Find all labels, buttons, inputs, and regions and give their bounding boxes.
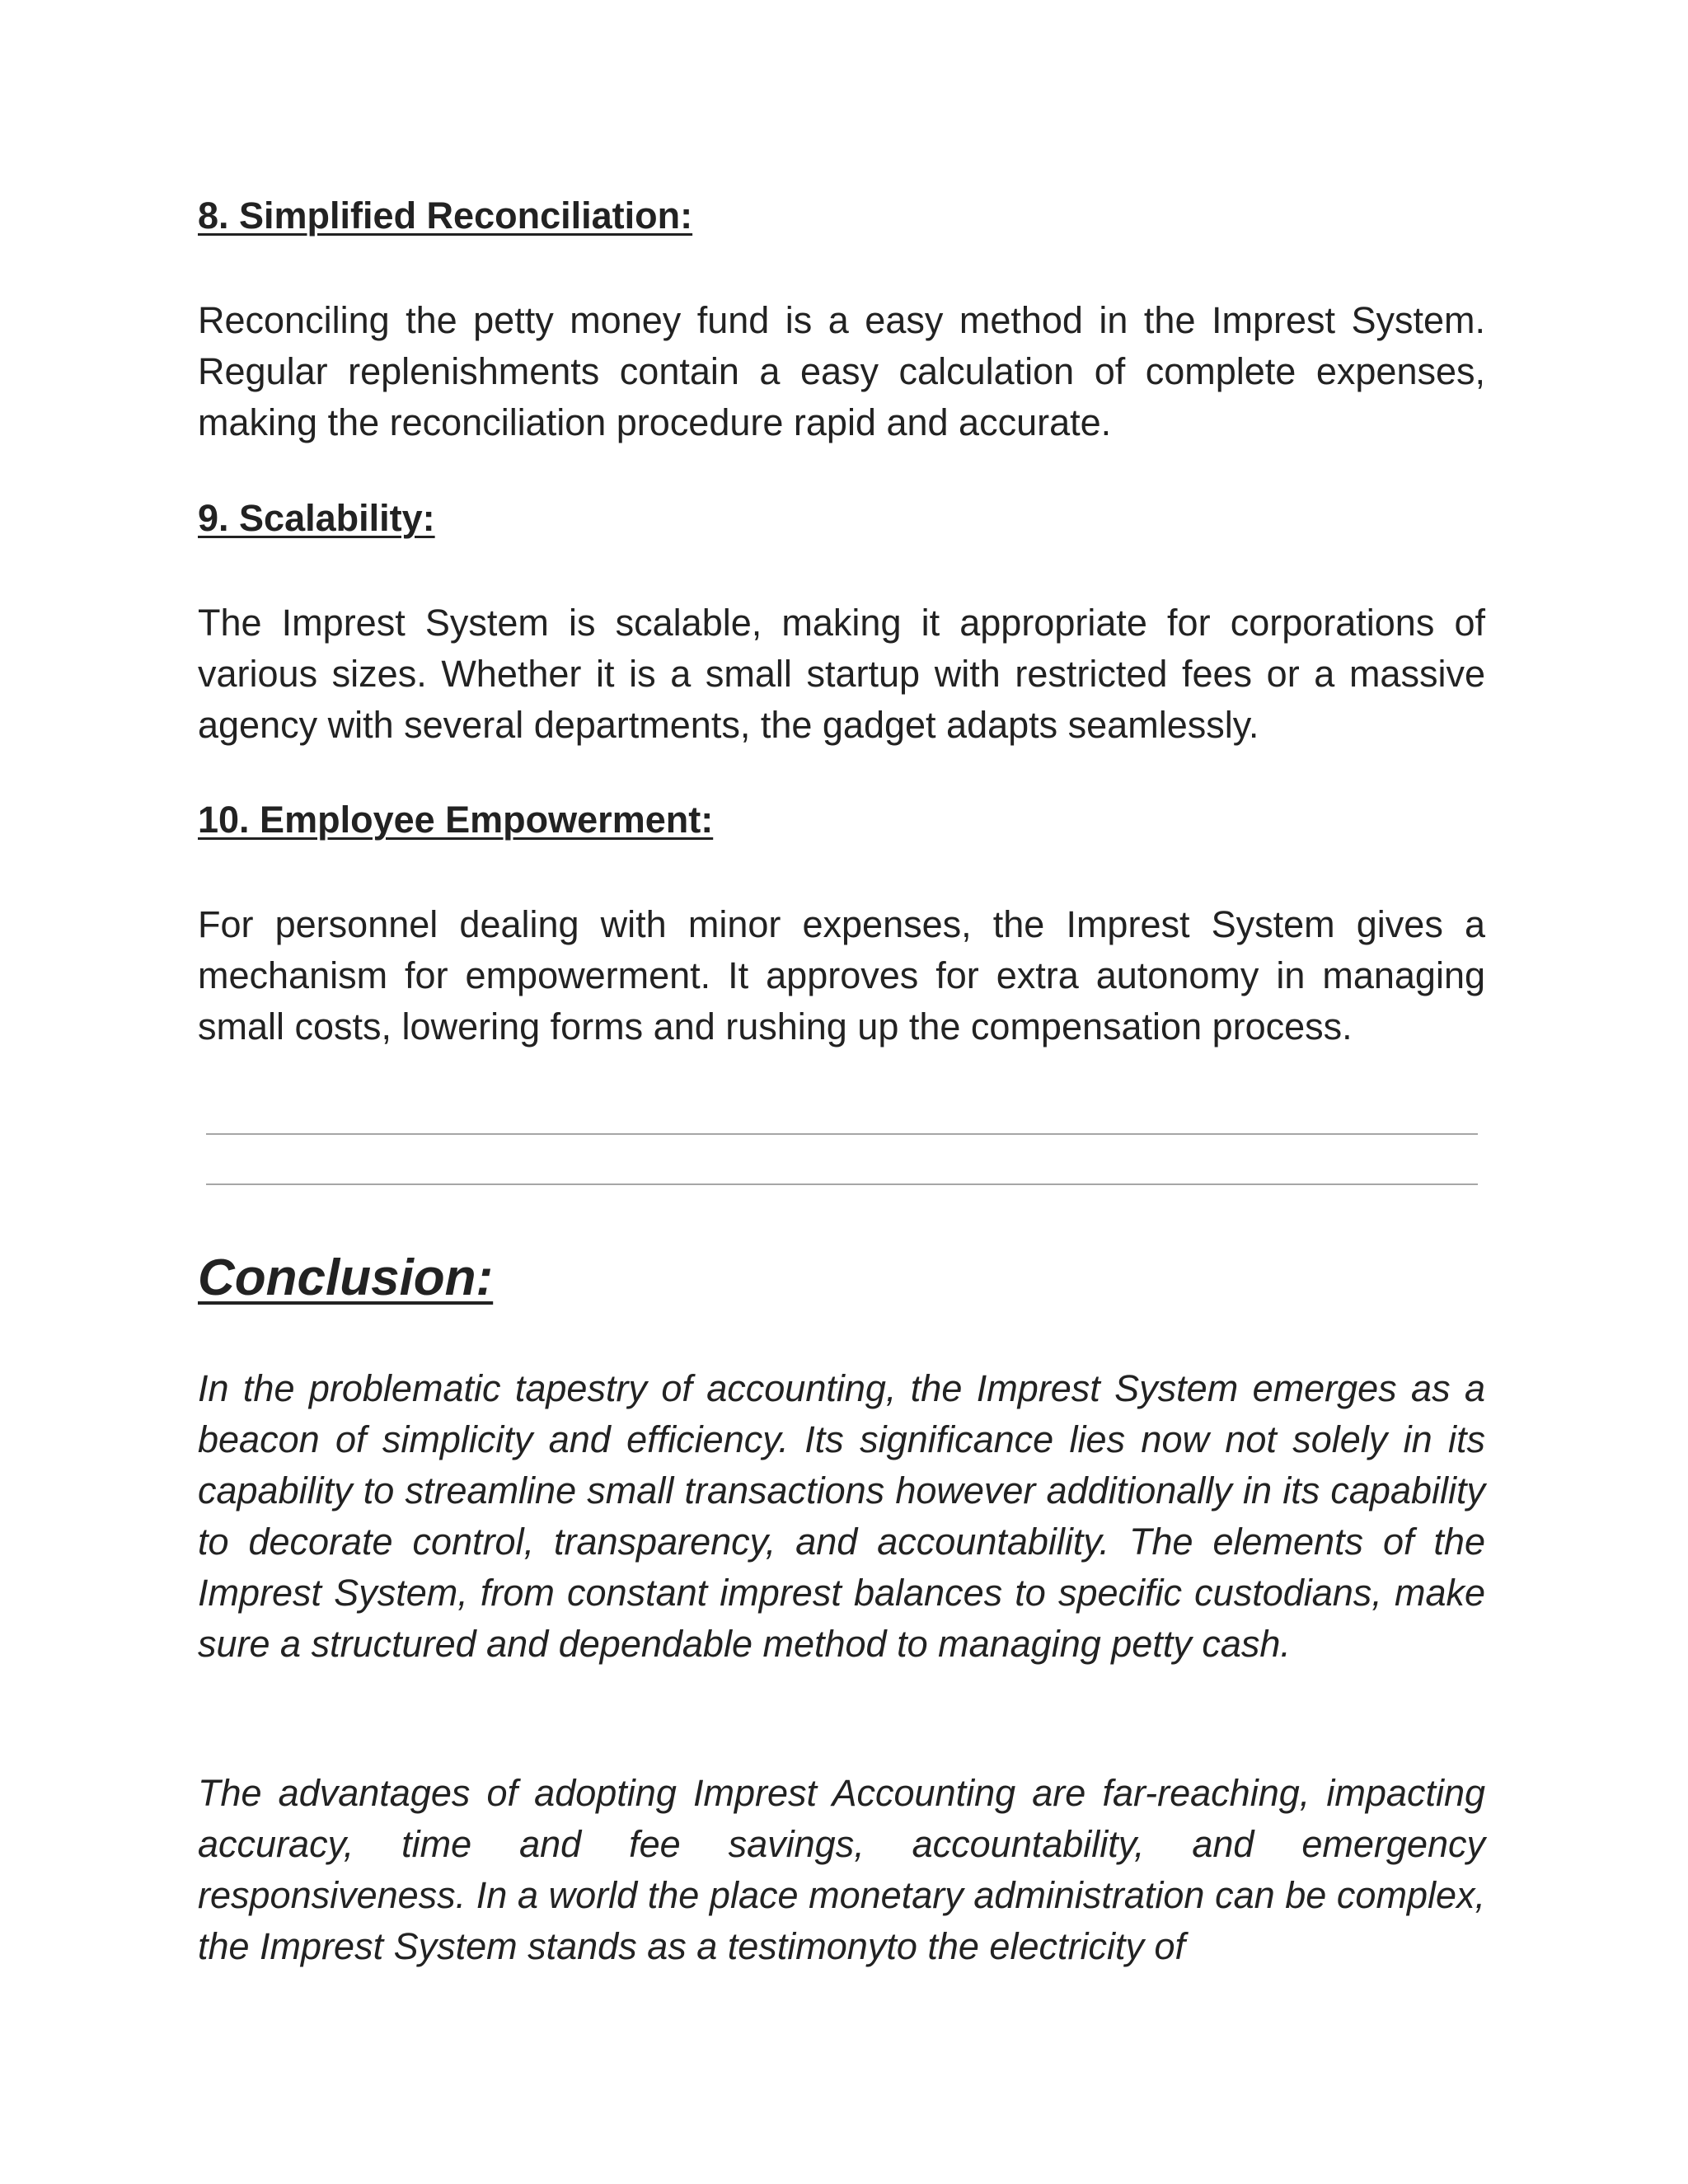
conclusion-paragraph-1: In the problematic tapestry of accounting, the Imprest System emerges as a beacon of simplicity and efficiency. Its significance lies now not solely in its capability to streamline small transactions however additionally in its capability to decorate control, transparency, and accountability. The elements of the Imprest System, from constant imprest balances to specific custodians, make sure a structured and dependable method to managing petty cash. [198,1367,1485,1665]
section-body-simplified-reconciliation: Reconciling the petty money fund is a easy method in the Imprest System. Regular replenishments contain a easy calculation of complete expenses, making the reconciliation procedure rapid and accurate. [198,299,1485,443]
section-heading-scalability: 9. Scalability: [198,497,435,539]
section-body-employee-empowerment: For personnel dealing with minor expenses, the Imprest System gives a mechanism for empowerment. It approves for extra autonomy in managing small costs, lowering forms and rushing up the compensation process. [198,903,1485,1047]
horizontal-divider-2 [206,1183,1478,1185]
section-body-scalability: The Imprest System is scalable, making it appropriate for corporations of various sizes. Whether it is a small startup with restricted fees or a massive agency with several departments, the gadget adapts seamlessly. [198,602,1485,746]
section-heading-simplified-reconciliation: 8. Simplified Reconciliation: [198,194,693,237]
section-heading-employee-empowerment: 10. Employee Empowerment: [198,799,714,841]
conclusion-paragraph-2: The advantages of adopting Imprest Accounting are far-reaching, impacting accuracy, time and fee savings, accountability, and emergency responsiveness. In a world the place monetary administration can be complex, the Imprest System stands as a testimonyto the electricity of [198,1772,1485,1967]
horizontal-divider-1 [206,1133,1478,1135]
conclusion-title: Conclusion: [198,1249,494,1306]
